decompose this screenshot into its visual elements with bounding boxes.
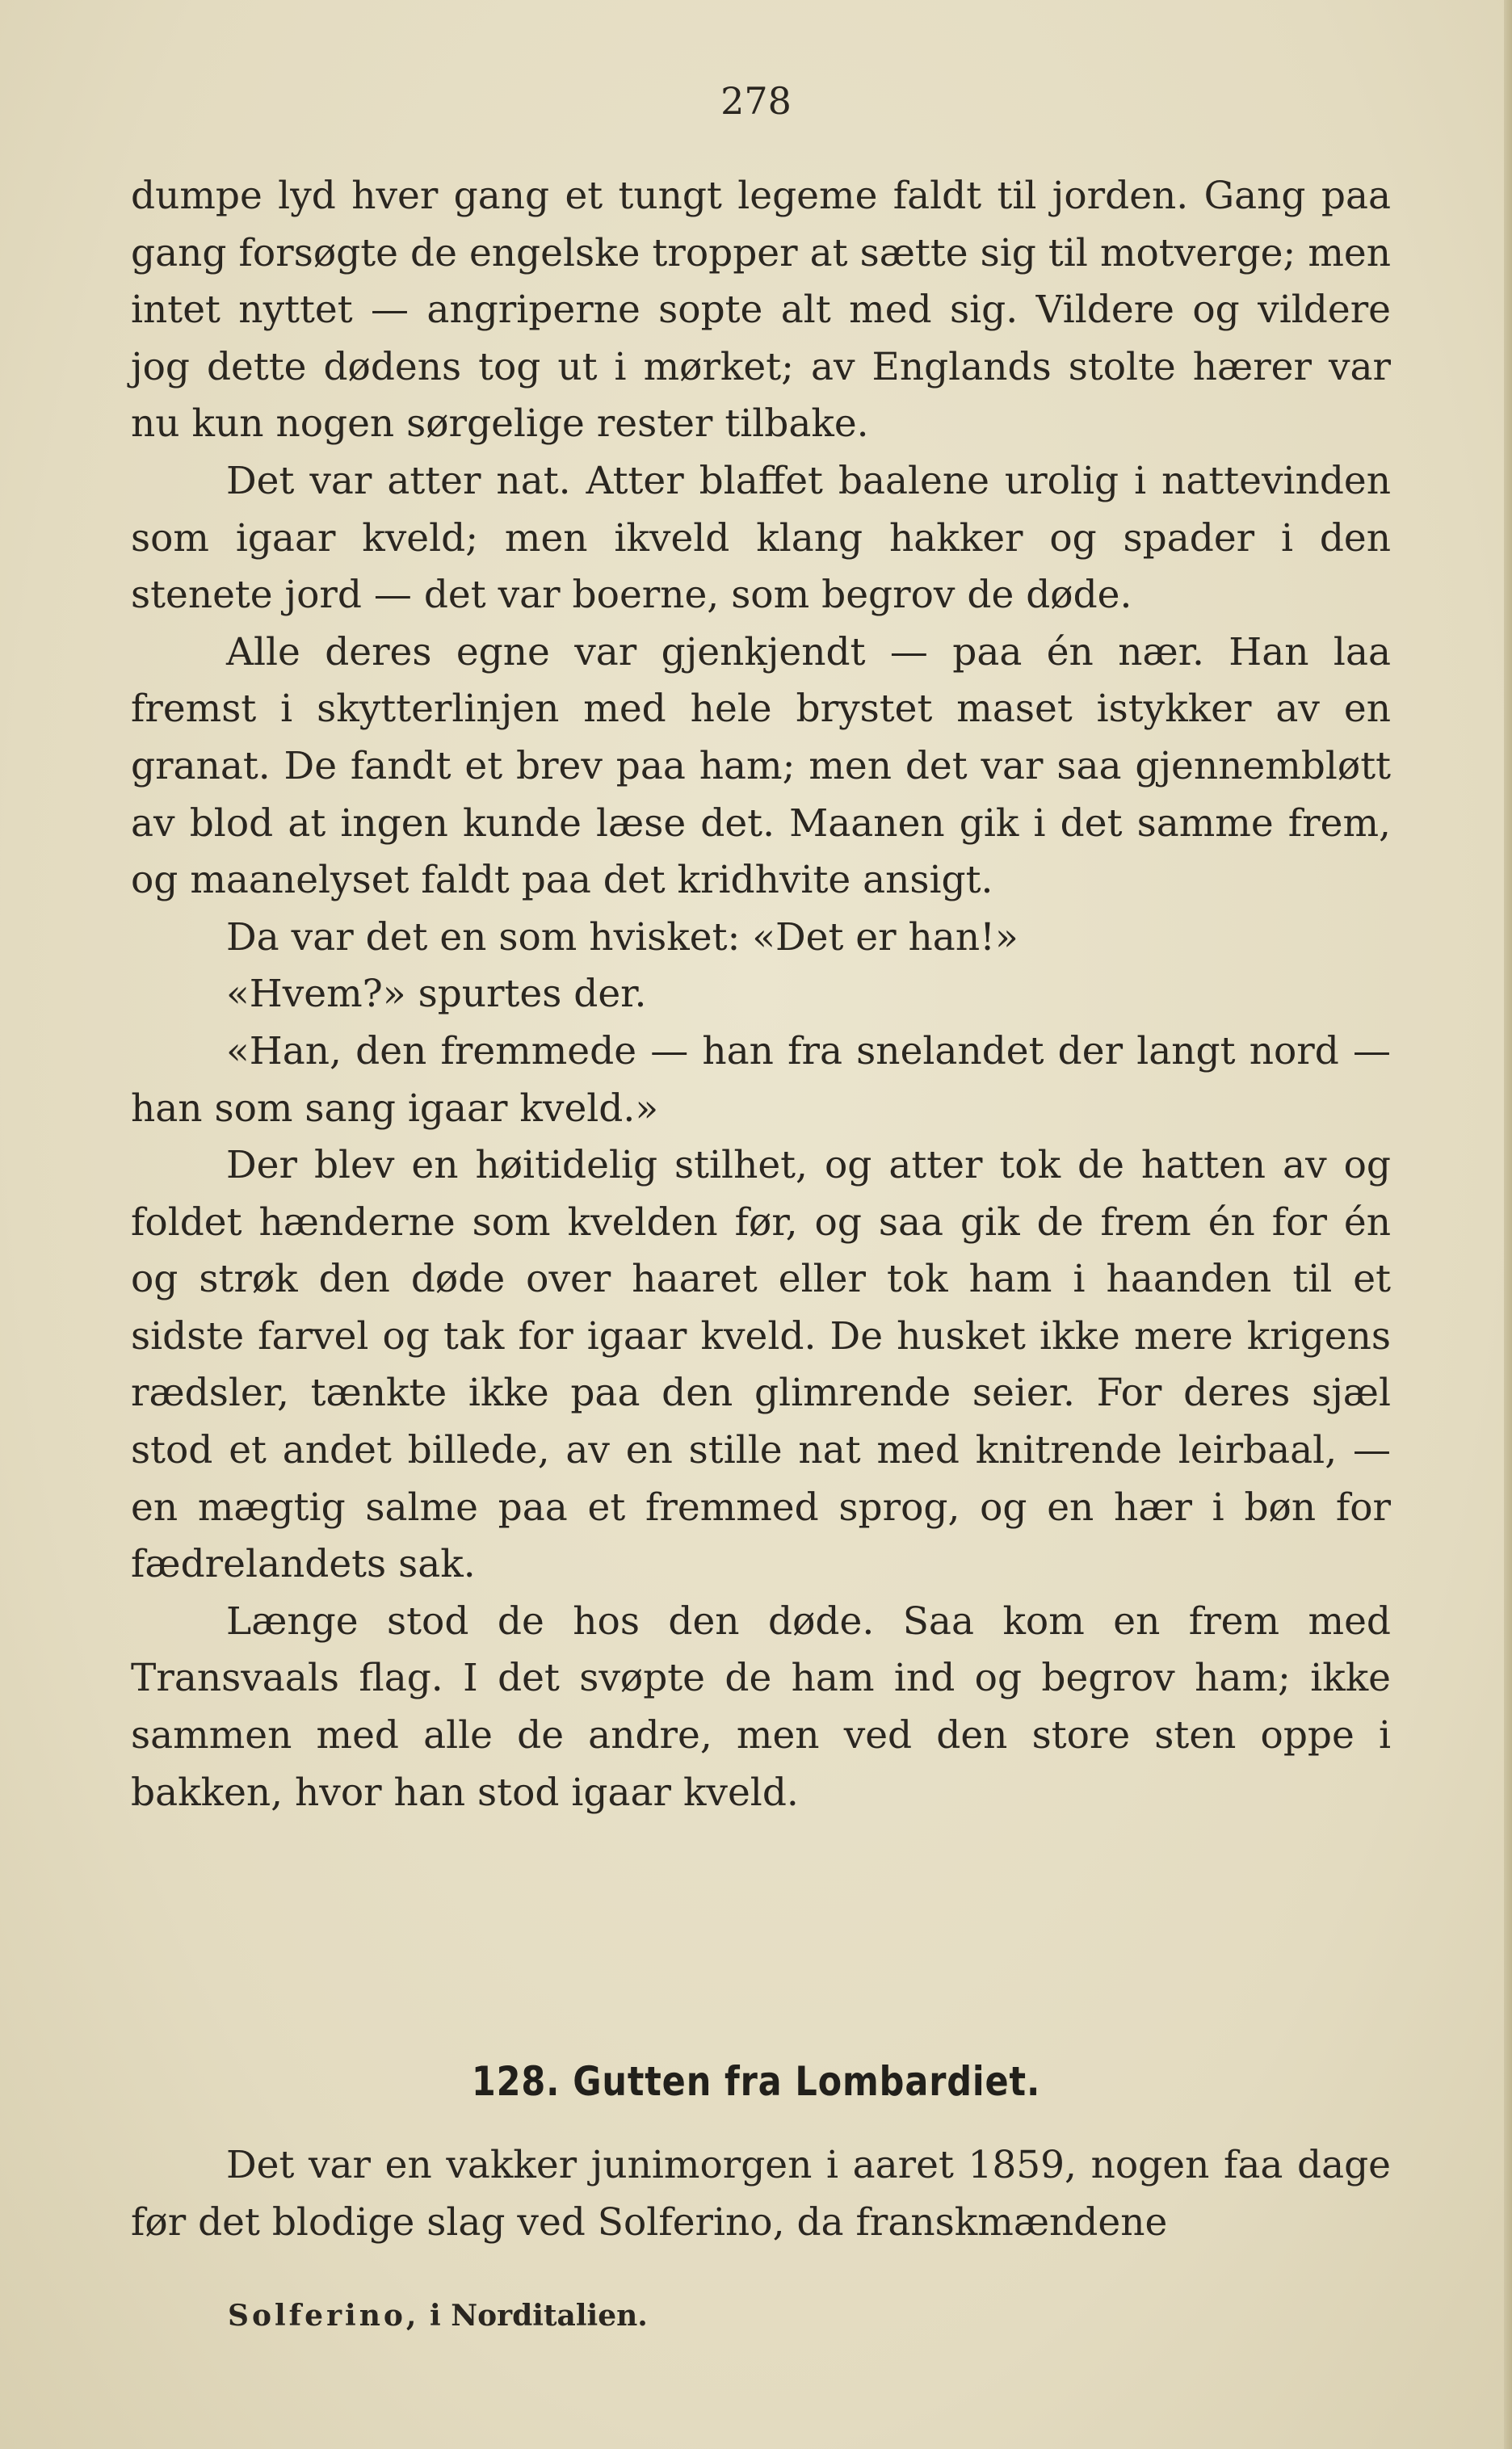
- paragraph: Alle deres egne var gjenkjendt — paa én nær. Han laa fremst i skytterlinjen med hele brystet maset istykker av en granat. De fandt et brev paa ham; men det var saa gjennembløtt av blod at ingen kunde læse det. Maanen gik i det samme frem, og maanelyset faldt paa det kridhvite ansigt.: [131, 629, 1391, 903]
- paragraph: «Han, den fremmede — han fra snelandet der langt nord — han som sang igaar kveld.»: [131, 1028, 1391, 1131]
- paragraph: Længe stod de hos den døde. Saa kom en frem med Transvaals flag. I det svøpte de ham ind og begrov ham; ikke sammen med alle de andre, men ved den store sten oppe i bakken, hvor han stod igaar kveld.: [131, 1598, 1391, 1815]
- chapter-text: [131, 2137, 1391, 2251]
- page-edge: [1504, 0, 1512, 2449]
- paragraph: Det var en vakker junimorgen i aaret 1859, nogen faa dage før det blodige slag ved Solferino, da franskmændene: [131, 2143, 1391, 2245]
- paragraph: «Hvem?» spurtes der.: [226, 972, 647, 1017]
- page-number: 278: [720, 79, 792, 123]
- chapter-heading: [106, 2058, 1406, 2105]
- paragraph: Da var det en som hvisket: «Det er han!»: [226, 914, 1018, 960]
- paragraph: Der blev en høitidelig stilhet, og atter tok de hatten av og foldet hænderne som kvelden før, og saa gik de frem én for én og strøk den døde over haaret eller tok ham i haanden til et sidste farvel og tak for igaar kveld. De husket ikke mere krigens rædsler, tænkte ikke paa den glimrende seier. For deres sjæl stod et andet billede, av en stille nat med knitrende leirbaal, — en mægtig salme paa et fremmed sprog, og en hær i bøn for fædrelandets sak.: [131, 1143, 1391, 1587]
- chapter-number: 128.: [471, 2058, 561, 2105]
- footnote-term: Solferino,: [228, 2299, 420, 2333]
- chapter-title: Gutten fra Lombardiet.: [573, 2058, 1041, 2105]
- paragraph: dumpe lyd hver gang et tungt legeme faldt til jorden. Gang paa gang forsøgte de engelske tropper at sætte sig til motverge; men intet nyttet — angriperne sopte alt med sig. Vildere og vildere jog dette dødens tog ut i mørket; av Englands stolte hærer var nu kun nogen sørgelige rester tilbake.: [131, 174, 1391, 447]
- footnote-explanation: i Norditalien.: [429, 2299, 648, 2333]
- paragraph: Det var atter nat. Atter blaffet baalene urolig i nattevinden som igaar kveld; men ikveld klang hakker og spader i den stenete jord — det var boerne, som begrov de døde.: [131, 458, 1391, 618]
- footnote: [228, 2299, 648, 2333]
- story-text: [131, 168, 1391, 1821]
